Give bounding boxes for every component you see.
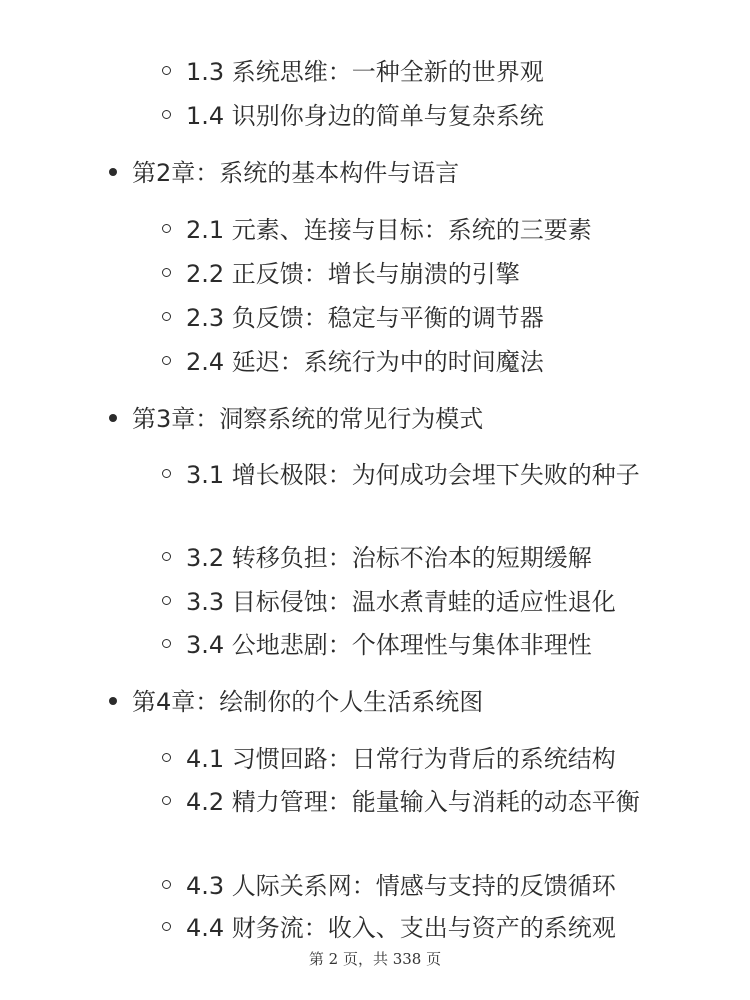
toc-item-text: 第3章：洞察系统的常见行为模式: [132, 405, 484, 433]
hollow-bullet-icon: [162, 796, 171, 805]
toc-item-text: 2.2 正反馈：增长与崩溃的引擎: [186, 260, 520, 288]
toc-chapter-4: [132, 680, 483, 724]
toc-section-2-4: [186, 340, 544, 384]
toc-item-text: 2.1 元素、连接与目标：系统的三要素: [186, 216, 592, 244]
toc-item-text: 1.3 系统思维：一种全新的世界观: [186, 58, 544, 86]
toc-section-4-2: [186, 780, 666, 824]
hollow-bullet-icon: [162, 66, 171, 75]
toc-item-text: 4.3 人际关系网：情感与支持的反馈循环: [186, 872, 616, 900]
hollow-bullet-icon: [162, 356, 171, 365]
toc-section-1-3: [186, 50, 544, 94]
hollow-bullet-icon: [162, 753, 171, 762]
hollow-bullet-icon: [162, 312, 171, 321]
toc-section-4-4: [186, 906, 616, 950]
toc-item-text: 3.2 转移负担：治标不治本的短期缓解: [186, 544, 592, 572]
toc-section-2-2: [186, 252, 520, 296]
toc-chapter-2: [132, 151, 459, 195]
toc-item-text: 1.4 识别你身边的简单与复杂系统: [186, 102, 544, 130]
hollow-bullet-icon: [162, 268, 171, 277]
hollow-bullet-icon: [162, 596, 171, 605]
filled-bullet-icon: [109, 168, 117, 176]
hollow-bullet-icon: [162, 469, 171, 478]
toc-section-4-1: [186, 737, 616, 781]
toc-item-text: 第4章：绘制你的个人生活系统图: [132, 688, 484, 716]
toc-section-3-3: [186, 580, 616, 624]
toc-item-text: 2.4 延迟：系统行为中的时间魔法: [186, 348, 544, 376]
hollow-bullet-icon: [162, 552, 171, 561]
hollow-bullet-icon: [162, 880, 171, 889]
toc-section-3-4: [186, 623, 592, 667]
page-number-footer: 第 2 页，共 338 页: [308, 950, 442, 968]
filled-bullet-icon: [109, 414, 117, 422]
toc-item-text: 第2章：系统的基本构件与语言: [132, 159, 460, 187]
toc-section-2-3: [186, 296, 544, 340]
toc-item-text: 4.2 精力管理：能量输入与消耗的动态平衡: [186, 788, 640, 816]
toc-section-3-2: [186, 536, 592, 580]
toc-item-text: 3.4 公地悲剧：个体理性与集体非理性: [186, 631, 592, 659]
toc-section-1-4: [186, 94, 544, 138]
toc-item-text: 3.3 目标侵蚀：温水煮青蛙的适应性退化: [186, 588, 616, 616]
toc-chapter-3: [132, 397, 483, 441]
toc-item-text: 4.1 习惯回路：日常行为背后的系统结构: [186, 745, 616, 773]
toc-item-text: 4.4 财务流：收入、支出与资产的系统观: [186, 914, 616, 942]
toc-item-text: 3.1 增长极限：为何成功会埋下失败的种子: [186, 461, 640, 489]
toc-section-3-1: [186, 453, 666, 497]
toc-section-4-3: [186, 864, 616, 908]
hollow-bullet-icon: [162, 639, 171, 648]
hollow-bullet-icon: [162, 922, 171, 931]
hollow-bullet-icon: [162, 224, 171, 233]
filled-bullet-icon: [109, 697, 117, 705]
hollow-bullet-icon: [162, 110, 171, 119]
toc-section-2-1: [186, 208, 592, 252]
toc-item-text: 2.3 负反馈：稳定与平衡的调节器: [186, 304, 544, 332]
